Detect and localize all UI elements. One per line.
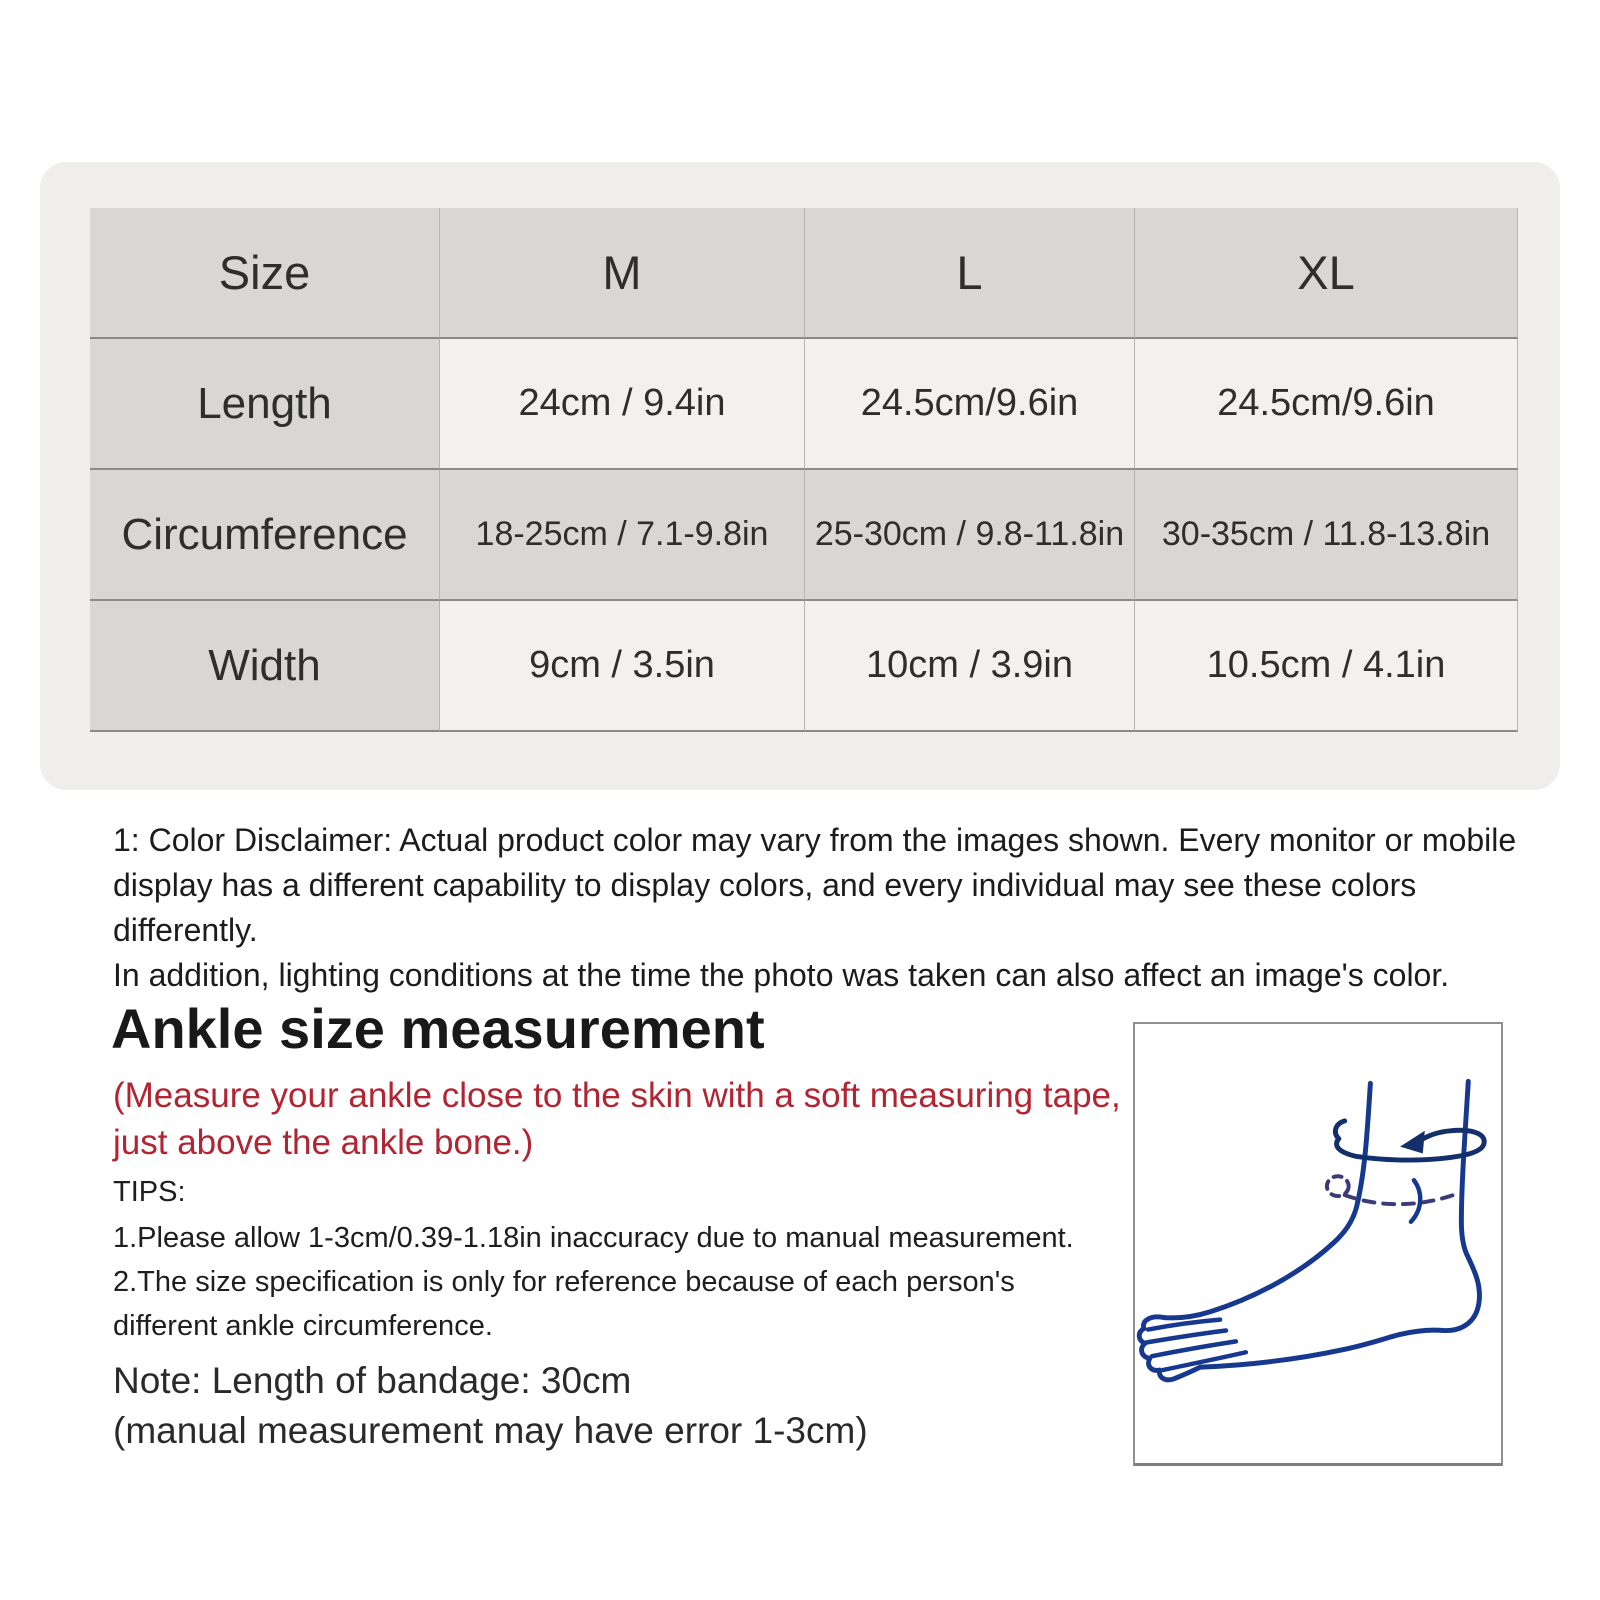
- tip-line: 1.Please allow 1-3cm/0.39-1.18in inaccuracy due to manual measurement.: [113, 1222, 1074, 1254]
- disclaimer-line: In addition, lighting conditions at the time the photo was taken can also affect an image's color.: [113, 957, 1450, 993]
- ankle-tick-curve: [1411, 1180, 1420, 1222]
- row-label-length: Length: [90, 339, 440, 470]
- disclaimer-line: display has a different capability to display colors, and every individual may see these colors differently.: [113, 867, 1417, 948]
- header-cell-xl: XL: [1135, 208, 1518, 339]
- measuring-tape-arrow-left-hook: [1335, 1121, 1344, 1139]
- measuring-instruction-line: just above the ankle bone.): [113, 1123, 534, 1162]
- measuring-instruction-line: (Measure your ankle close to the skin with a soft measuring tape,: [113, 1076, 1121, 1115]
- header-cell-size: Size: [90, 208, 440, 339]
- cell-length-m: 24cm / 9.4in: [440, 339, 805, 470]
- cell-circumference-xl: 30-35cm / 11.8-13.8in: [1135, 470, 1518, 601]
- row-label-width: Width: [90, 601, 440, 732]
- disclaimer-line: 1: Color Disclaimer: Actual product color may vary from the images shown. Every monitor or mobile: [113, 822, 1517, 858]
- cell-length-l: 24.5cm/9.6in: [805, 339, 1135, 470]
- tips-list: [113, 1216, 1074, 1348]
- cell-width-m: 9cm / 3.5in: [440, 601, 805, 732]
- row-label-circumference: Circumference: [90, 470, 440, 601]
- cell-width-xl: 10.5cm / 4.1in: [1135, 601, 1518, 732]
- foot-outline: [1165, 1083, 1371, 1318]
- cell-circumference-m: 18-25cm / 7.1-9.8in: [440, 470, 805, 601]
- section-title: Ankle size measurement: [111, 997, 765, 1060]
- cell-circumference-l: 25-30cm / 9.8-11.8in: [805, 470, 1135, 601]
- tip-line: different ankle circumference.: [113, 1310, 493, 1342]
- cell-width-l: 10cm / 3.9in: [805, 601, 1135, 732]
- tip-line: 2.The size specification is only for reference because of each person's: [113, 1266, 1015, 1298]
- cell-length-xl: 24.5cm/9.6in: [1135, 339, 1518, 470]
- measuring-instruction: [113, 1072, 1121, 1166]
- ankle-diagram-box: [1133, 1022, 1503, 1466]
- size-table: [90, 208, 1518, 732]
- ankle-foot-measurement-icon: [1135, 1024, 1501, 1463]
- toe-line: [1147, 1331, 1226, 1343]
- bandage-note-line: Note: Length of bandage: 30cm: [113, 1360, 632, 1401]
- toe-line: [1148, 1320, 1220, 1330]
- color-disclaimer: [113, 818, 1533, 998]
- arrowhead: [1400, 1131, 1425, 1154]
- header-cell-l: L: [805, 208, 1135, 339]
- measuring-tape-arrow-upper-arc: [1420, 1130, 1484, 1140]
- bandage-note-line: (manual measurement may have error 1-3cm): [113, 1410, 868, 1451]
- header-cell-m: M: [440, 208, 805, 339]
- dashed-ankle-loop: [1327, 1176, 1349, 1196]
- tips-title: TIPS:: [113, 1176, 186, 1208]
- bandage-note: [113, 1356, 868, 1456]
- toe-line: [1152, 1341, 1236, 1356]
